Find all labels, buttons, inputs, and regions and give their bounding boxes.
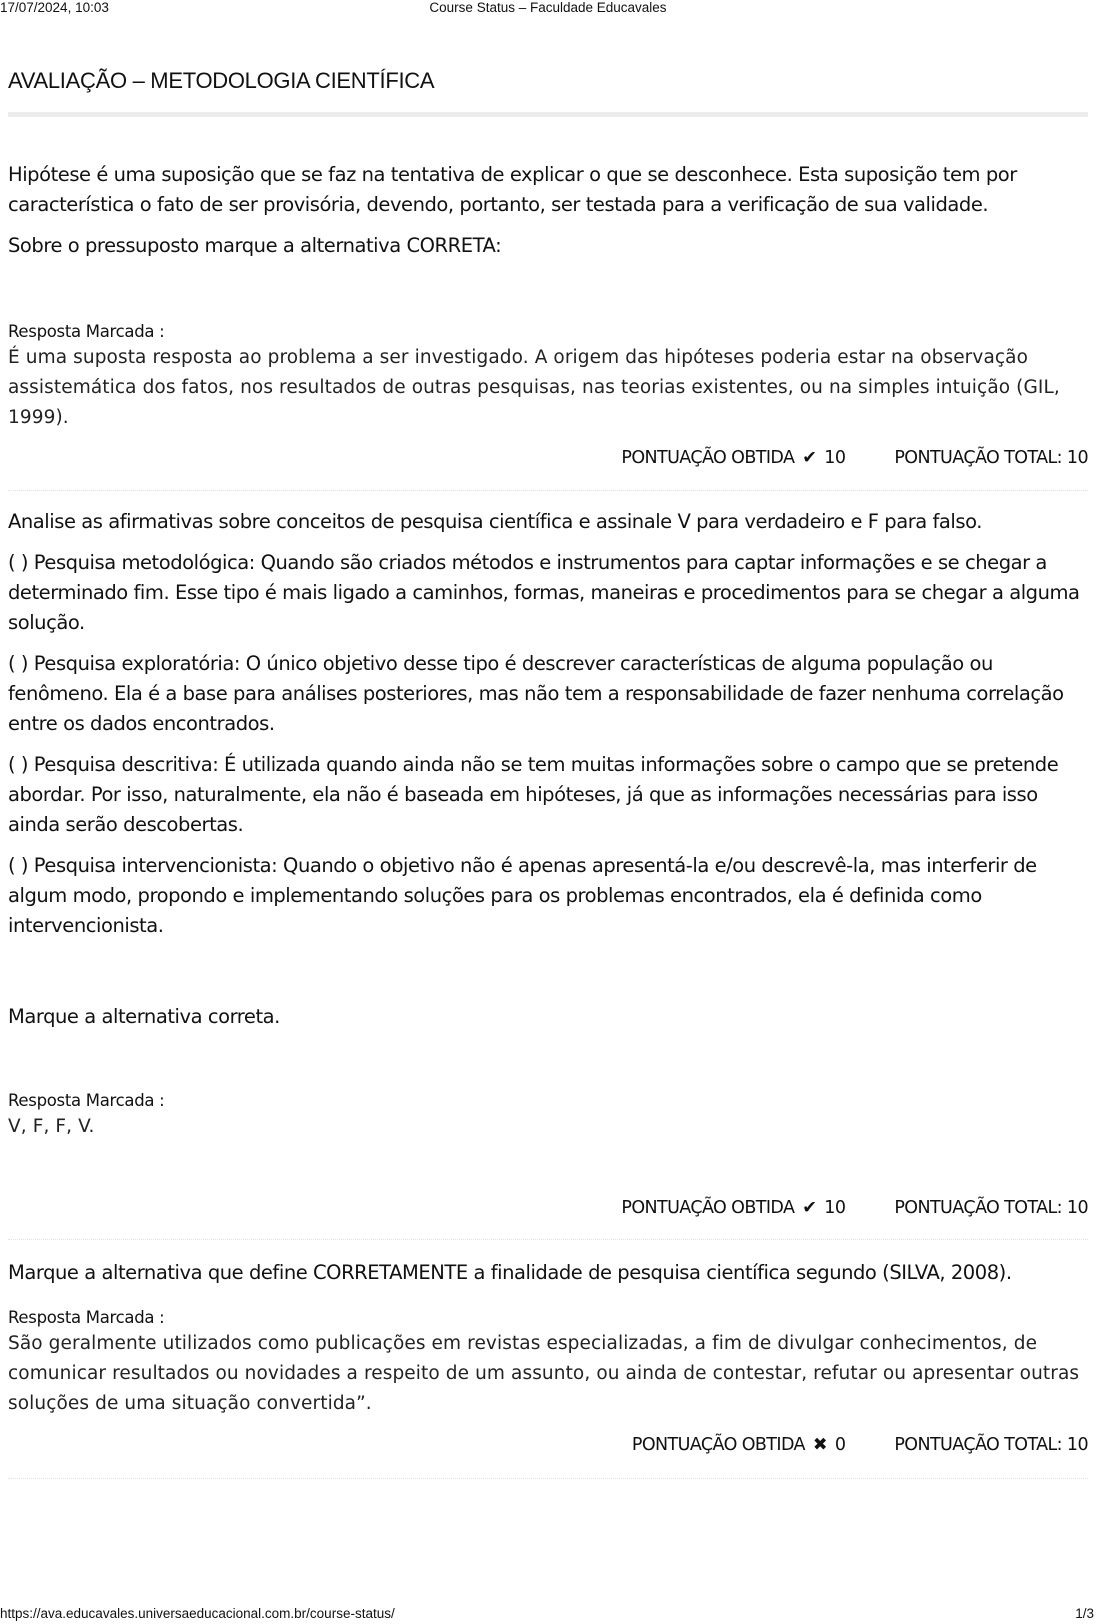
question-2: [8, 507, 1088, 952]
score-row: [632, 1435, 1088, 1455]
score-obtained: [621, 448, 850, 468]
score-obtained-value: 10: [824, 1198, 846, 1218]
cross-icon: ✖: [812, 1435, 827, 1455]
answer-label: Resposta Marcada :: [8, 1308, 165, 1327]
question-2-instruction: [8, 1002, 1088, 1043]
score-obtained-label: PONTUAÇÃO OBTIDA: [621, 448, 795, 468]
print-datetime: 17/07/2024, 10:03: [0, 0, 109, 15]
check-icon: ✔: [802, 1198, 817, 1218]
question-paragraph: Hipótese é uma suposição que se faz na tentativa de explicar o que se desconhece. Esta suposição tem por característica o fato de ser provisória, devendo, portanto, ser testada para a verificação de sua validade.: [8, 163, 1017, 216]
question-3: [8, 1258, 1088, 1299]
score-obtained: [621, 1198, 850, 1218]
question-text: [8, 160, 1088, 261]
score-total: PONTUAÇÃO TOTAL: 10: [894, 1435, 1088, 1455]
question-divider: [8, 1239, 1088, 1240]
score-row: [621, 448, 1088, 468]
question-paragraph: Marque a alternativa que define CORRETAMENTE a finalidade de pesquisa científica segundo (SILVA, 2008).: [8, 1261, 1012, 1284]
question-divider: [8, 490, 1088, 491]
answer-text: São geralmente utilizados como publicações em revistas especializadas, a fim de divulgar conhecimentos, de comunicar resultados ou novidades a respeito de um assunto, ou ainda de contestar, refutar ou apresentar outras soluções de uma situação convertida”.: [8, 1333, 1080, 1414]
answer-text: É uma suposta resposta ao problema a ser investigado. A origem das hipóteses poderia estar na observação assistemática dos fatos, nos resultados de outras pesquisas, nas teorias existentes, ou na simples intuição (GIL, 1999).: [8, 347, 1060, 428]
score-obtained-value: 10: [824, 448, 846, 468]
score-obtained-label: PONTUAÇÃO OBTIDA: [621, 1198, 795, 1218]
answer-label: Resposta Marcada :: [8, 1091, 165, 1110]
question-paragraph: ( ) Pesquisa exploratória: O único objetivo desse tipo é descrever características de alguma população ou fenômeno. Ela é a base para análises posteriores, mas não tem a responsabilidade de fazer nenhuma correlação entre os dados encontrados.: [8, 652, 1064, 735]
print-footer: [0, 1606, 1096, 1622]
question-1: [8, 160, 1088, 272]
score-row: [621, 1198, 1088, 1218]
score-total: PONTUAÇÃO TOTAL: 10: [894, 1198, 1088, 1218]
print-page-number: 1/3: [1075, 1606, 1094, 1621]
question-paragraph: Sobre o pressuposto marque a alternativa CORRETA:: [8, 234, 502, 257]
question-paragraph: ( ) Pesquisa metodológica: Quando são criados métodos e instrumentos para captar informações e se chegar a determinado fim. Esse tipo é mais ligado a caminhos, formas, maneiras e procedimentos para se chegar a alguma solução.: [8, 551, 1080, 634]
question-paragraph: ( ) Pesquisa descritiva: É utilizada quando ainda não se tem muitas informações sobre o campo que se pretende abordar. Por isso, naturalmente, ela não é baseada em hipóteses, já que as informações necessárias para isso ainda serão descobertas.: [8, 753, 1059, 836]
print-url: https://ava.educavales.universaeducacional.com.br/course-status/: [0, 1606, 395, 1621]
score-obtained-value: 0: [834, 1435, 846, 1455]
question-divider: [8, 1478, 1088, 1479]
question-paragraph: ( ) Pesquisa intervencionista: Quando o objetivo não é apenas apresentá-la e/ou descrevê-la, mas interferir de algum modo, propondo e implementando soluções para os problemas encontrados, ela é definida como intervencionista.: [8, 854, 1037, 937]
question-1-answer: [8, 321, 1088, 433]
check-icon: ✔: [802, 448, 817, 468]
answer-label: Resposta Marcada :: [8, 322, 165, 341]
question-text: [8, 1258, 1088, 1288]
question-3-answer: [8, 1307, 1088, 1419]
question-2-answer: [8, 1090, 1088, 1142]
score-obtained-label: PONTUAÇÃO OBTIDA: [631, 1435, 805, 1455]
score-obtained: [632, 1435, 850, 1455]
print-header: [0, 0, 1096, 16]
print-page-title: Course Status – Faculdade Educavales: [429, 0, 667, 15]
page-title: AVALIAÇÃO – METODOLOGIA CIENTÍFICA: [8, 68, 435, 93]
question-text: [8, 1002, 1088, 1032]
question-paragraph: Marque a alternativa correta.: [8, 1005, 280, 1028]
score-total: PONTUAÇÃO TOTAL: 10: [894, 448, 1088, 468]
title-divider: [8, 112, 1088, 117]
question-paragraph: Analise as afirmativas sobre conceitos de pesquisa científica e assinale V para verdadeiro e F para falso.: [8, 510, 982, 533]
question-text: [8, 507, 1088, 941]
answer-text: V, F, F, V.: [8, 1116, 95, 1137]
